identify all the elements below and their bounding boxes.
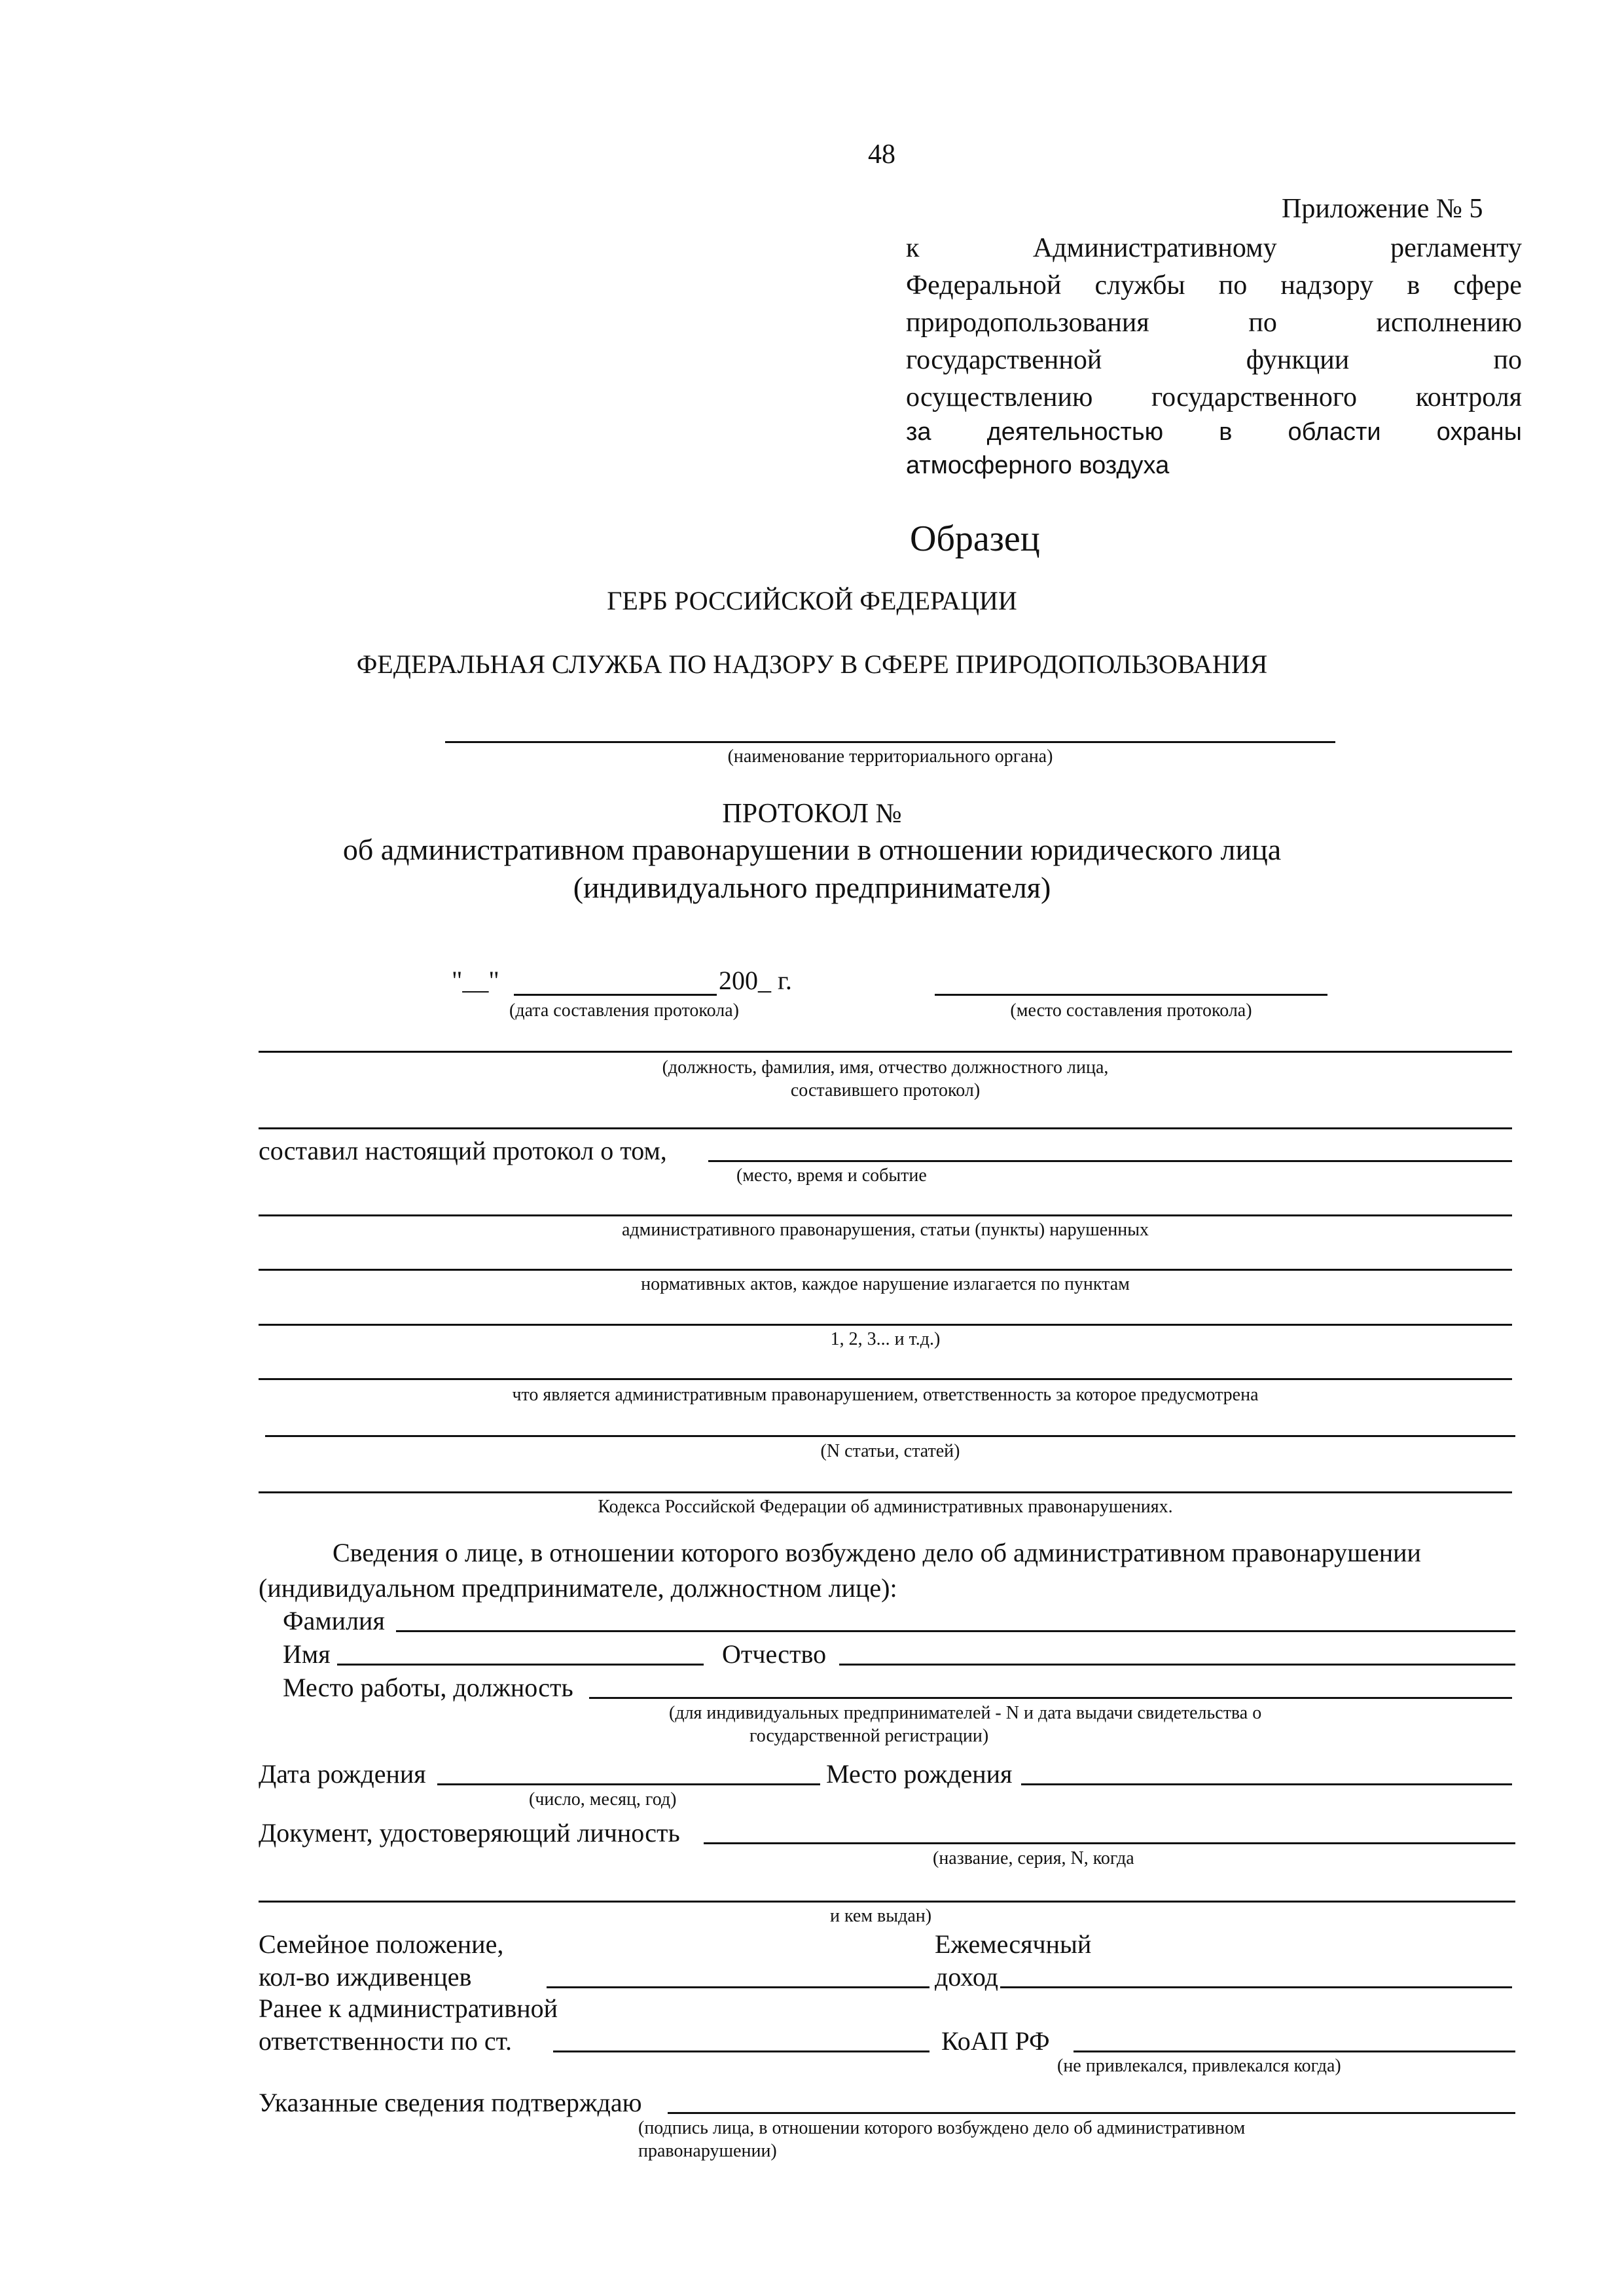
liability-article-field[interactable] [553, 2050, 929, 2052]
event-line-2[interactable] [259, 1214, 1512, 1216]
appendix-title: Приложение № 5 [1282, 194, 1483, 224]
date-caption: (дата составления протокола) [509, 1000, 739, 1021]
liability-label-2: ответственности по ст. [259, 2026, 513, 2056]
date-day-quotes: "__" [452, 966, 499, 995]
confirm-label: Указанные сведения подтверждаю [259, 2088, 642, 2117]
official-caption-2: составившего протокол) [790, 1080, 981, 1101]
event-line-4[interactable] [259, 1324, 1512, 1326]
coat-of-arms-heading: ГЕРБ РОССИЙСКОЙ ФЕДЕРАЦИИ [607, 586, 1017, 615]
id-caption-2: и кем выдан) [830, 1906, 932, 1926]
official-line-2[interactable] [259, 1127, 1512, 1129]
family-field[interactable] [547, 1986, 929, 1988]
liability-caption: (не привлекался, привлекался когда) [1057, 2056, 1341, 2076]
birth-date-label: Дата рождения [259, 1759, 426, 1789]
ip-caption-1: (для индивидуальных предпринимателей - N и дата выдачи свидетельства о [669, 1703, 1262, 1723]
birth-date-field[interactable] [437, 1783, 820, 1785]
event-line-1[interactable] [708, 1160, 1512, 1162]
patronymic-label: Отчество [722, 1639, 827, 1669]
date-month-line[interactable] [514, 994, 717, 996]
person-intro-2: (индивидуальном предпринимателе, должностном лице): [259, 1573, 897, 1603]
event-line-3[interactable] [259, 1269, 1512, 1271]
official-caption-1: (должность, фамилия, имя, отчество должностного лица, [662, 1057, 1109, 1078]
birth-place-label: Место рождения [826, 1759, 1013, 1789]
event-line-7[interactable] [259, 1491, 1512, 1493]
appendix-line-4: государственной функции по [906, 345, 1522, 375]
event-caption-2: административного правонарушения, статьи (пункты) нарушенных [622, 1220, 1149, 1240]
event-line-5[interactable] [259, 1378, 1512, 1380]
signature-field[interactable] [668, 2112, 1515, 2114]
birth-place-field[interactable] [1021, 1783, 1512, 1785]
id-document-field-2[interactable] [259, 1901, 1515, 1903]
event-caption-5: что является административным правонарушением, ответственность за которое предусмотрена [512, 1385, 1259, 1405]
id-caption-1: (название, серия, N, когда [933, 1848, 1134, 1868]
appendix-line-5: осуществлению государственного контроля [906, 382, 1522, 412]
place-caption: (место составления протокола) [1010, 1000, 1252, 1021]
protocol-title: ПРОТОКОЛ № [722, 799, 902, 829]
id-document-field[interactable] [704, 1842, 1515, 1844]
family-label-2: кол-во иждивенцев [259, 1962, 472, 1992]
protocol-subtitle-2: (индивидуального предпринимателя) [573, 871, 1051, 904]
family-label-1: Семейное положение, [259, 1929, 504, 1959]
appendix-line-2: Федеральной службы по надзору в сфере [906, 270, 1522, 301]
koap-label: КоАП РФ [941, 2026, 1050, 2056]
surname-label: Фамилия [283, 1606, 385, 1635]
birth-caption: (число, месяц, год) [529, 1789, 677, 1810]
income-label-2: доход [935, 1962, 999, 1992]
date-year: 200_ г. [719, 966, 792, 995]
income-field[interactable] [1000, 1986, 1512, 1988]
event-line-6[interactable] [265, 1435, 1515, 1437]
workplace-label: Место работы, должность [283, 1673, 573, 1702]
event-caption-7: Кодекса Российской Федерации об административных правонарушениях. [598, 1497, 1173, 1517]
liability-field[interactable] [1074, 2050, 1515, 2052]
appendix-line-3: природопользования по исполнению [906, 308, 1522, 338]
official-line[interactable] [259, 1051, 1512, 1053]
confirm-caption-1: (подпись лица, в отношении которого возбуждено дело об административном [638, 2118, 1246, 2138]
confirm-caption-2: правонарушении) [638, 2141, 777, 2161]
compiled-label: составил настоящий протокол о том, [259, 1136, 667, 1165]
sample-label: Образец [910, 519, 1040, 559]
patronymic-field[interactable] [839, 1664, 1515, 1666]
event-caption-4: 1, 2, 3... и т.д.) [830, 1329, 941, 1349]
appendix-line-7: атмосферного воздуха [906, 452, 1170, 479]
liability-label-1: Ранее к административной [259, 1994, 558, 2023]
ip-caption-2: государственной регистрации) [749, 1726, 989, 1746]
appendix-line-1: к Административному регламенту [906, 233, 1522, 263]
appendix-line-6: за деятельностью в области охраны [906, 418, 1522, 446]
workplace-field[interactable] [589, 1697, 1512, 1699]
event-caption-1: (место, время и событие [736, 1165, 927, 1186]
page-number: 48 [868, 139, 895, 170]
id-document-label: Документ, удостоверяющий личность [259, 1818, 680, 1848]
surname-field[interactable] [396, 1630, 1515, 1632]
person-intro-1: Сведения о лице, в отношении которого возбуждено дело об административном правонарушении [333, 1538, 1421, 1567]
territorial-body-caption: (наименование территориального органа) [727, 746, 1053, 767]
event-caption-3: нормативных актов, каждое нарушение излагается по пунктам [641, 1274, 1130, 1294]
name-field[interactable] [337, 1664, 704, 1666]
place-line[interactable] [935, 994, 1327, 996]
event-caption-6: (N статьи, статей) [820, 1441, 960, 1461]
agency-heading: ФЕДЕРАЛЬНАЯ СЛУЖБА ПО НАДЗОРУ В СФЕРЕ ПРИРОДОПОЛЬЗОВАНИЯ [356, 649, 1268, 679]
protocol-subtitle-1: об административном правонарушении в отношении юридического лица [342, 833, 1282, 866]
name-label: Имя [283, 1639, 331, 1669]
income-label-1: Ежемесячный [935, 1929, 1092, 1959]
territorial-body-line [445, 741, 1335, 743]
